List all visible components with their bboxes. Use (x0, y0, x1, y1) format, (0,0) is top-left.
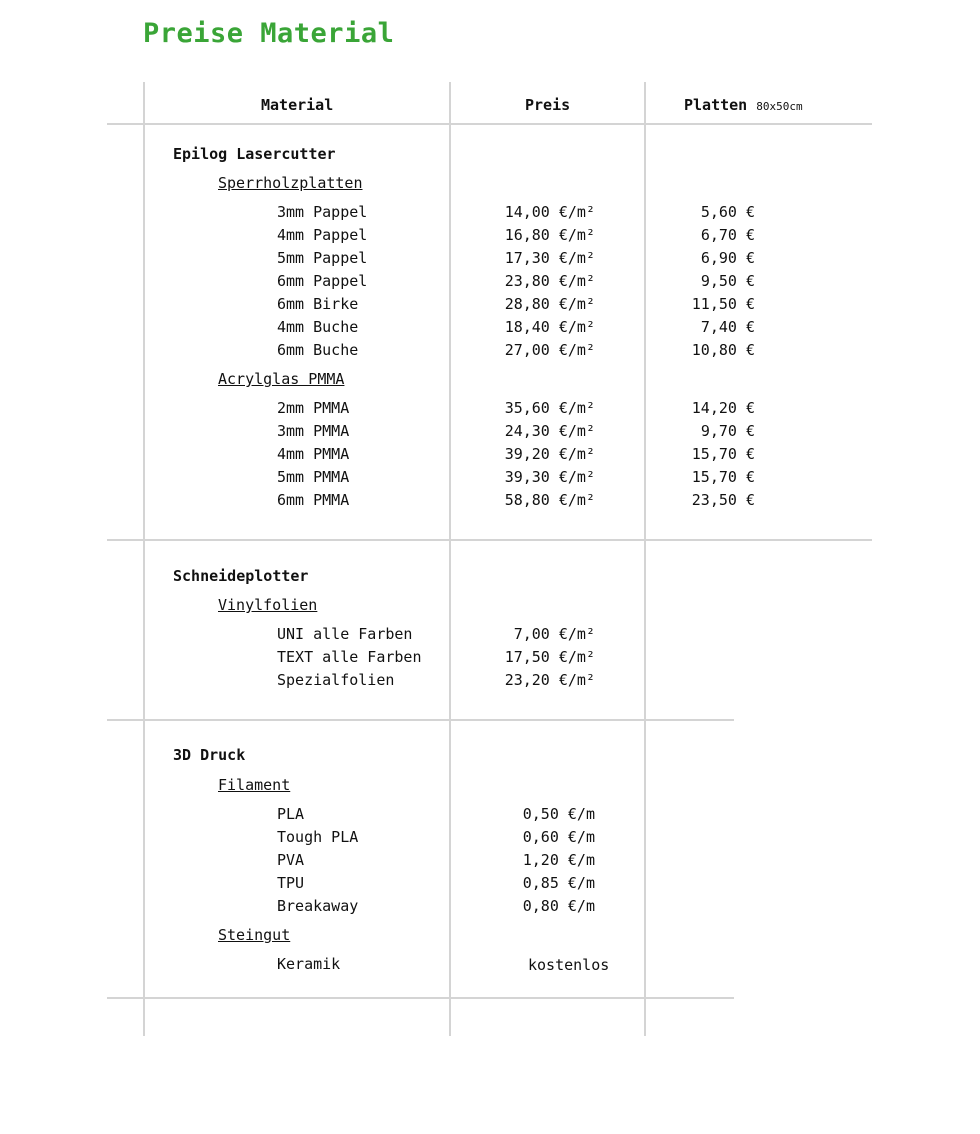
item-name: 3mm PMMA (277, 422, 350, 440)
item-plate-price: 23,50 € (691, 491, 755, 509)
item-plate-price: 15,70 € (691, 468, 755, 486)
item-plate-price: 6,90 € (700, 249, 755, 267)
item-price: kostenlos (528, 956, 610, 974)
item-price: 14,00 €/m² (504, 203, 595, 221)
item-price: 39,30 €/m² (504, 468, 595, 486)
item-plate-price: 9,50 € (700, 272, 755, 290)
item-price: 58,80 €/m² (504, 491, 595, 509)
item-price: 0,60 €/m (522, 828, 595, 846)
section-epilog-lasercutter: Epilog Lasercutter (173, 145, 336, 163)
item-plate-price: 7,40 € (700, 318, 755, 336)
item-price: 17,30 €/m² (504, 249, 595, 267)
item-name: 4mm PMMA (277, 445, 350, 463)
item-name: 5mm PMMA (277, 468, 350, 486)
page-title: Preise Material (143, 18, 395, 49)
item-price: 1,20 €/m (522, 851, 595, 869)
item-name: Spezialfolien (277, 671, 395, 689)
item-name: 6mm Birke (277, 295, 359, 313)
item-price: 27,00 €/m² (504, 341, 595, 359)
item-name: 2mm PMMA (277, 399, 350, 417)
subsection-vinylfolien: Vinylfolien (218, 596, 318, 614)
item-price: 0,85 €/m (522, 874, 595, 892)
item-name: 5mm Pappel (277, 249, 368, 267)
item-name: PVA (277, 851, 305, 869)
item-price: 17,50 €/m² (504, 648, 595, 666)
item-name: Breakaway (277, 897, 359, 915)
item-plate-price: 11,50 € (691, 295, 755, 313)
subsection-steingut: Steingut (218, 926, 291, 944)
item-plate-price: 5,60 € (700, 203, 755, 221)
header-platten-label: Platten (684, 96, 748, 114)
item-name: 4mm Pappel (277, 226, 368, 244)
subsection-filament: Filament (218, 776, 291, 794)
item-price: 0,50 €/m (522, 805, 595, 823)
item-name: 6mm Pappel (277, 272, 368, 290)
item-plate-price: 6,70 € (700, 226, 755, 244)
header-preis: Preis (525, 96, 571, 114)
item-plate-price: 10,80 € (691, 341, 755, 359)
item-name: 6mm PMMA (277, 491, 350, 509)
grid-line-section-3 (107, 997, 734, 999)
item-price: 0,80 €/m (522, 897, 595, 915)
item-name: 6mm Buche (277, 341, 359, 359)
item-name: TPU (277, 874, 305, 892)
item-price: 39,20 €/m² (504, 445, 595, 463)
grid-line-header (107, 123, 872, 125)
section-3d-druck: 3D Druck (173, 746, 246, 764)
section-schneideplotter: Schneideplotter (173, 567, 309, 585)
item-price: 28,80 €/m² (504, 295, 595, 313)
header-platten-size: 80x50cm (756, 100, 803, 113)
item-price: 23,20 €/m² (504, 671, 595, 689)
item-name: Keramik (277, 955, 341, 973)
item-price: 16,80 €/m² (504, 226, 595, 244)
item-price: 18,40 €/m² (504, 318, 595, 336)
item-name: Tough PLA (277, 828, 359, 846)
item-price: 35,60 €/m² (504, 399, 595, 417)
grid-line-col-1 (143, 82, 145, 1036)
item-name: PLA (277, 805, 305, 823)
item-price: 7,00 €/m² (513, 625, 595, 643)
item-name: UNI alle Farben (277, 625, 413, 643)
item-name: 3mm Pappel (277, 203, 368, 221)
grid-line-section-2 (107, 719, 734, 721)
grid-line-section-1 (107, 539, 872, 541)
item-plate-price: 9,70 € (700, 422, 755, 440)
subsection-acrylglas-pmma: Acrylglas PMMA (218, 370, 345, 388)
subsection-sperrholzplatten: Sperrholzplatten (218, 174, 363, 192)
item-price: 23,80 €/m² (504, 272, 595, 290)
header-platten (684, 96, 803, 114)
item-price: 24,30 €/m² (504, 422, 595, 440)
header-material: Material (261, 96, 334, 114)
item-plate-price: 15,70 € (691, 445, 755, 463)
item-name: TEXT alle Farben (277, 648, 422, 666)
item-plate-price: 14,20 € (691, 399, 755, 417)
item-name: 4mm Buche (277, 318, 359, 336)
